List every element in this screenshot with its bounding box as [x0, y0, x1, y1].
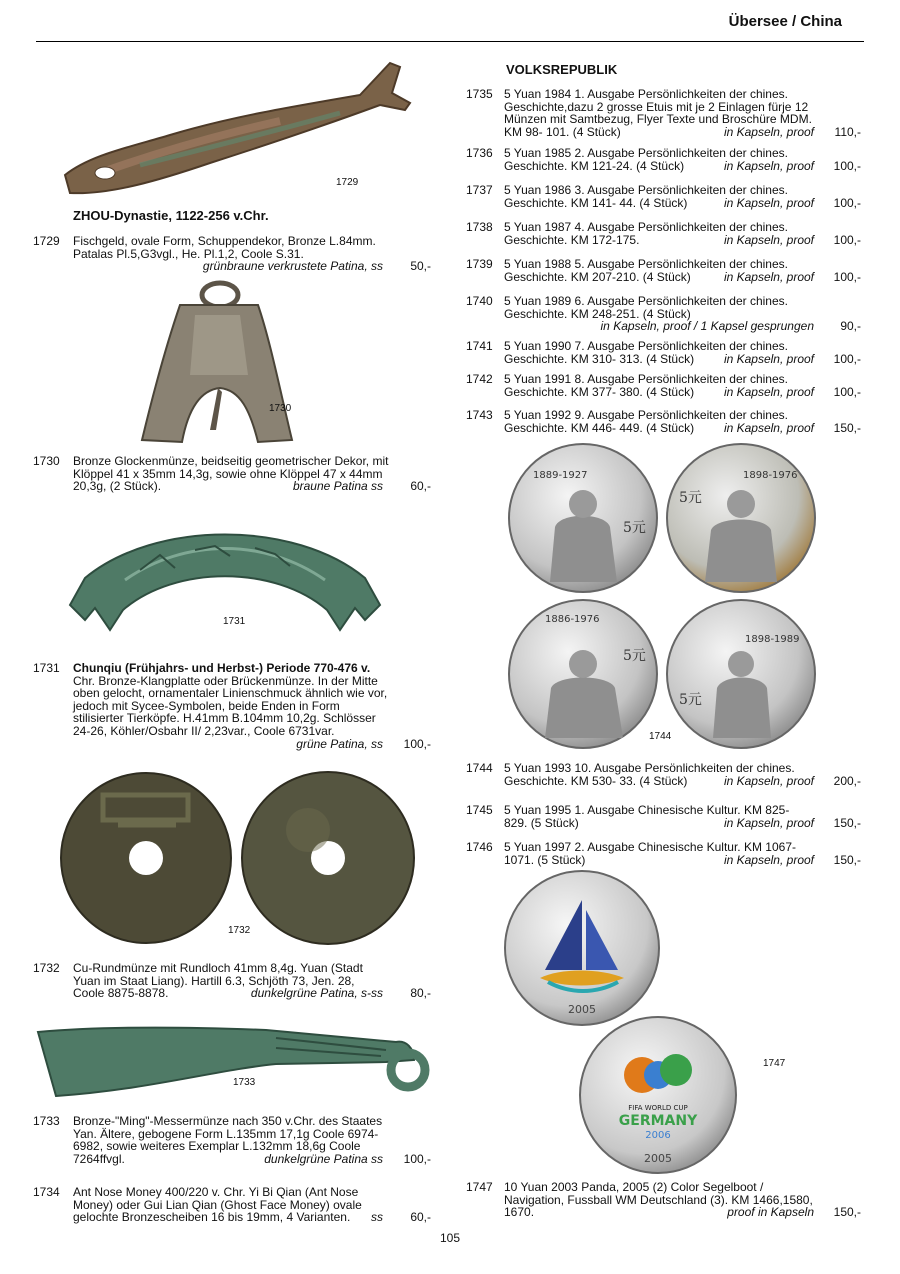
lot-description-line: Geschichte. KM 310- 313. (4 Stück) [504, 351, 695, 366]
lot-description-line: Geschichte. KM 172-175. [504, 232, 640, 247]
section-title-volksrepublik: VOLKSREPUBLIK [506, 62, 618, 77]
lot-price: 100,- [833, 384, 861, 399]
lot-condition: dunkelgrüne Patina ss [264, 1151, 383, 1166]
page-header-title: Übersee / China [728, 13, 842, 30]
lot-description-line: gelochte Bronzescheiben 16 bis 19mm, 4 Varianten. [73, 1210, 351, 1225]
coin-1744-b [667, 444, 815, 592]
lot-description-line: 1071. (5 Stück) [504, 852, 586, 867]
lot-1729 [33, 235, 431, 275]
lot-number: 1747 [466, 1180, 493, 1194]
lot-1746 [466, 841, 861, 869]
lot-description-line: 5 Yuan 1993 10. Ausgabe Persönlichkeiten der chines. [504, 761, 795, 775]
lot-1739 [466, 258, 861, 286]
lot-condition: in Kapseln, proof [723, 158, 814, 173]
lot-condition: in Kapseln, proof [723, 773, 814, 788]
lot-price: 100,- [833, 195, 861, 210]
lot-description-line: Geschichte. KM 248-251. (4 Stück) [504, 306, 691, 321]
lot-1737 [466, 184, 861, 212]
coin-1747-fifa-line3: 2006 [645, 1130, 671, 1141]
lot-1730 [33, 455, 431, 495]
lot-description-line: 20,3g, (2 Stück). [73, 479, 162, 494]
lot-description-line: 1670. [504, 1205, 535, 1220]
lot-price: 100,- [833, 232, 861, 247]
lot-1744 [466, 762, 861, 790]
lot-description-line: jedoch mit Sycee-Symbolen, beide Enden in Form [73, 698, 340, 713]
lot-description-line: 5 Yuan 1995 1. Ausgabe Chinesische Kultur. KM 825- [504, 803, 790, 817]
lot-price: 50,- [410, 259, 431, 274]
lot-description-line: 5 Yuan 1986 3. Ausgabe Persönlichkeiten der chines. [504, 183, 788, 197]
lot-description-line: Geschichte. KM 121-24. (4 Stück) [504, 158, 685, 173]
lot-number: 1733 [33, 1114, 60, 1128]
lot-number: 1736 [466, 146, 493, 160]
coin-1747-fifa-line1: FIFA WORLD CUP [628, 1104, 688, 1112]
lot-description-line: 5 Yuan 1997 2. Ausgabe Chinesische Kultur. KM 1067- [504, 840, 796, 854]
lot-description-line: Patalas Pl.5,G3vgl., He. Pl.1,2, Coole S.31. [73, 246, 304, 261]
lot-description-line: Geschichte. KM 530- 33. (4 Stück) [504, 773, 688, 788]
lot-condition: dunkelgrüne Patina, s-ss [250, 986, 383, 1001]
lot-description-line: 5 Yuan 1992 9. Ausgabe Persönlichkeiten der chines. [504, 408, 788, 422]
lot-number: 1744 [466, 761, 493, 775]
coin-1747-fifa-year: 2005 [644, 1152, 672, 1165]
lot-description-line: Geschichte. KM 377- 380. (4 Stück) [504, 384, 695, 399]
lot-number: 1740 [466, 294, 493, 308]
lot-1743 [466, 409, 861, 437]
lot-1736 [466, 147, 861, 175]
lot-1731 [33, 662, 431, 752]
lot-number: 1737 [466, 183, 493, 197]
lot-condition: in Kapseln, proof [723, 232, 814, 247]
lot-price: 150,- [833, 420, 861, 435]
lot-number: 1739 [466, 257, 493, 271]
coin-1744-a-dates: 1889-1927 [533, 470, 588, 481]
round-coins-image [58, 770, 418, 945]
lot-description-line: Geschichte. KM 446- 449. (4 Stück) [504, 420, 695, 435]
lot-description-line: 7264ffvgl. [73, 1151, 125, 1166]
lot-condition: proof in Kapseln [727, 1205, 814, 1220]
coin-1747-fifa [580, 1017, 736, 1173]
lot-description-line: Fischgeld, ovale Form, Schuppendekor, Bronze L.84mm. [73, 234, 376, 248]
lot-price: 100,- [403, 736, 431, 751]
lot-condition: in Kapseln, proof [723, 124, 814, 139]
lot-description-line: Geschichte. KM 207-210. (4 Stück) [504, 269, 691, 284]
lot-price: 100,- [403, 1151, 431, 1166]
lot-1734 [33, 1186, 431, 1226]
coin-1744-a-value: 5元 [623, 520, 646, 536]
lot-price: 90,- [840, 319, 861, 334]
lot-description-line: Bronze Glockenmünze, beidseitig geometrischer Dekor, mit [73, 454, 389, 468]
header-rule [36, 41, 864, 42]
lot-description-line: 829. (5 Stück) [504, 815, 579, 830]
lot-number: 1743 [466, 408, 493, 422]
lot-description-line: 6982, sowie weiteres Exemplar L.132mm 18,6g Coole [73, 1139, 361, 1154]
lot-description-line: Money) oder Gui Lian Qian (Ghost Face Money) ovale [73, 1197, 362, 1212]
lot-description-line: Ant Nose Money 400/220 v. Chr. Yi Bi Qian (Ant Nose [73, 1185, 359, 1199]
lot-condition: braune Patina ss [292, 479, 383, 494]
lot-number: 1746 [466, 840, 493, 854]
image-label-1730: 1730 [269, 403, 292, 414]
lot-1738 [466, 221, 861, 249]
lot-description-line: Chr. Bronze-Klangplatte oder Brückenmünze. In der Mitte [73, 673, 378, 688]
image-label-1747: 1747 [763, 1058, 786, 1069]
lot-number: 1742 [466, 372, 493, 386]
lot-number: 1735 [466, 87, 493, 101]
lot-price: 60,- [410, 1210, 431, 1225]
lot-number: 1732 [33, 961, 60, 975]
coin-1747-sailboat-year: 2005 [568, 1003, 596, 1016]
lot-price: 150,- [833, 852, 861, 867]
coin-1747-fifa-line2: GERMANY [618, 1113, 698, 1129]
lot-condition: in Kapseln, proof [723, 852, 814, 867]
coin-1744-a [509, 444, 657, 592]
lot-condition: in Kapseln, proof [723, 420, 814, 435]
lot-description-line: 5 Yuan 1988 5. Ausgabe Persönlichkeiten der chines. [504, 257, 788, 271]
lot-description-line: 5 Yuan 1984 1. Ausgabe Persönlichkeiten der chines. [504, 87, 788, 101]
lot-description-line: 24-26, Köhler/Osbahr II/ 2,23var., Coole 6731var. [73, 724, 335, 738]
bell-money-image [140, 280, 295, 445]
lot-condition: in Kapseln, proof [723, 269, 814, 284]
lot-description-line: KM 98- 101. (4 Stück) [504, 124, 621, 139]
lot-condition: grünbraune verkrustete Patina, ss [202, 259, 383, 274]
lot-description-line: 5 Yuan 1990 7. Ausgabe Persönlichkeiten der chines. [504, 339, 788, 353]
fish-money-image [60, 55, 415, 200]
lot-price: 100,- [833, 269, 861, 284]
lot-condition: ss [371, 1210, 383, 1225]
lot-price: 200,- [833, 773, 861, 788]
lot-condition: in Kapseln, proof [723, 815, 814, 830]
lot-1741 [466, 340, 861, 368]
coin-1744-d-dates: 1898-1989 [745, 634, 800, 645]
lot-number: 1729 [33, 234, 60, 248]
lot-description-line: Bronze-"Ming"-Messermünze nach 350 v.Chr. des Staates [73, 1114, 383, 1128]
silver-coins-1744-image [505, 442, 820, 752]
lot-1742 [466, 373, 861, 401]
lot-condition: in Kapseln, proof [723, 384, 814, 399]
image-label-1729: 1729 [336, 177, 359, 188]
lot-number: 1738 [466, 220, 493, 234]
lot-description-line: 5 Yuan 1989 6. Ausgabe Persönlichkeiten der chines. [504, 294, 788, 308]
lot-title: Chunqiu (Frühjahrs- und Herbst-) Periode 770-476 v. [73, 661, 371, 675]
lot-number: 1734 [33, 1185, 60, 1199]
lot-description-line: 5 Yuan 1985 2. Ausgabe Persönlichkeiten der chines. [504, 146, 788, 160]
lot-description-line: 5 Yuan 1991 8. Ausgabe Persönlichkeiten der chines. [504, 372, 788, 386]
coin-1744-b-dates: 1898-1976 [743, 470, 798, 481]
lot-description-line: Yan. Ältere, gebogene Form L.135mm 17,1g Coole 6974- [73, 1126, 379, 1141]
image-label-1731: 1731 [223, 616, 246, 627]
lot-condition: in Kapseln, proof [723, 195, 814, 210]
coin-1744-d [667, 600, 815, 748]
lot-1747 [466, 1181, 861, 1221]
lot-price: 100,- [833, 351, 861, 366]
lot-price: 110,- [834, 124, 861, 139]
lot-1732 [33, 962, 431, 1002]
coin-1744-b-value: 5元 [679, 490, 702, 506]
lot-description-line: 10 Yuan 2003 Panda, 2005 (2) Color Segelboot / [504, 1180, 764, 1194]
coin-1747-sailboat [505, 871, 659, 1025]
coin-1744-c-dates: 1886-1976 [545, 614, 600, 625]
lot-description-line: 5 Yuan 1987 4. Ausgabe Persönlichkeiten der chines. [504, 220, 788, 234]
lot-price: 80,- [410, 986, 431, 1001]
lot-description-line: Geschichte. KM 141- 44. (4 Stück) [504, 195, 688, 210]
lot-description-line: Yuan im Staat Liang). Hartill 6.3, Schjöth 73, Jen. 28, [73, 973, 355, 988]
lot-price: 150,- [833, 815, 861, 830]
lot-description-line: oben gelocht, ornamentaler Linienschmuck ähnlich wie vor, [73, 686, 388, 701]
lot-description-line: Geschichte,dazu 2 grosse Etuis mit je 2 Einlagen fürje 12 [504, 99, 809, 114]
lot-1735 [466, 88, 861, 140]
lot-condition: in Kapseln, proof [723, 351, 814, 366]
lot-price: 100,- [833, 158, 861, 173]
lot-number: 1731 [33, 661, 60, 675]
image-label-1732: 1732 [228, 925, 251, 936]
coin-1744-c-value: 5元 [623, 648, 646, 664]
lot-description-line: Klöppel 41 x 35mm 14,3g, sowie ohne Klöppel 47 x 44mm [73, 466, 383, 481]
lot-1745 [466, 804, 861, 832]
lot-condition: grüne Patina, ss [296, 736, 383, 751]
lot-description-line: stilisierter Tierköpfe. H.41mm B.104mm 10,2g. Schlösser [73, 711, 376, 726]
lot-condition: in Kapseln, proof / 1 Kapsel gesprungen [600, 319, 814, 334]
coin-1744-d-value: 5元 [679, 692, 702, 708]
color-coins-1747-image [500, 870, 760, 1180]
lot-number: 1730 [33, 454, 60, 468]
section-title-zhou: ZHOU-Dynastie, 1122-256 v.Chr. [73, 208, 269, 223]
page-number: 105 [439, 1231, 461, 1245]
lot-1733 [33, 1115, 431, 1167]
image-label-1733: 1733 [233, 1077, 256, 1088]
lot-number: 1745 [466, 803, 493, 817]
lot-price: 60,- [410, 479, 431, 494]
lot-description-line: Cu-Rundmünze mit Rundloch 41mm 8,4g. Yuan (Stadt [73, 961, 363, 975]
image-label-1744: 1744 [649, 731, 672, 742]
lot-1740 [466, 295, 861, 335]
lot-description-line: Navigation, Fussball WM Deutschland (3). KM 1466,1580, [504, 1192, 813, 1207]
lot-description-line: Münzen mit Samtbezug, Flyer Texte und Broschüre MDM. [504, 112, 812, 127]
lot-number: 1741 [466, 339, 493, 353]
lot-price: 150,- [833, 1205, 861, 1220]
lot-description-line: Coole 8875-8878. [73, 986, 169, 1001]
